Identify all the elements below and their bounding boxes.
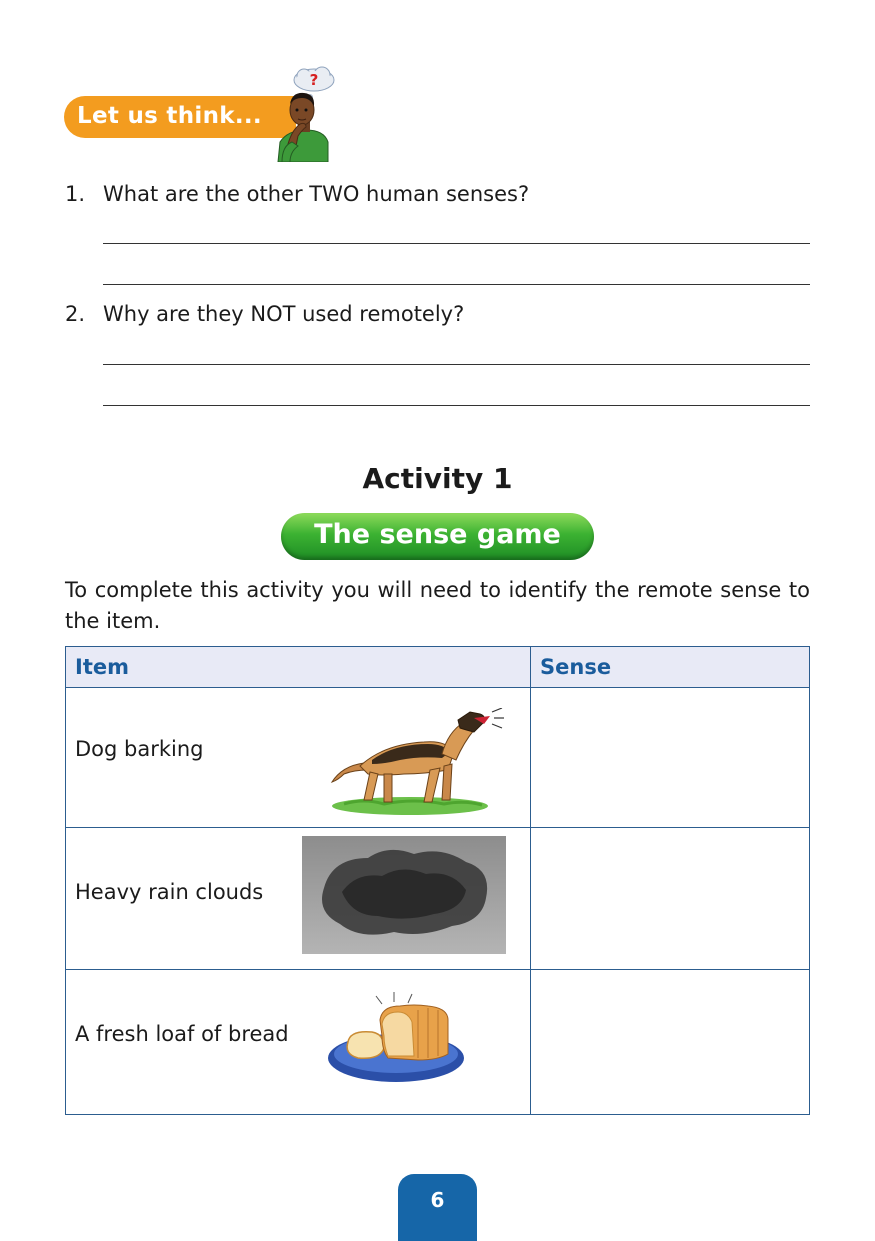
activity-instructions: To complete this activity you will need to identify the remote sense to the item. bbox=[65, 578, 810, 633]
item-cell bbox=[66, 970, 531, 1115]
page-number: 6 bbox=[430, 1188, 445, 1212]
question-text: What are the other TWO human senses? bbox=[103, 182, 530, 206]
sense-answer-cell[interactable] bbox=[531, 828, 810, 970]
activity-subtitle: The sense game bbox=[314, 519, 561, 550]
sense-answer-cell[interactable] bbox=[531, 970, 810, 1115]
activity-title: Activity 1 bbox=[362, 462, 513, 495]
column-header-item: Item bbox=[66, 647, 531, 688]
item-label: Dog barking bbox=[75, 737, 204, 761]
thinking-boy-icon bbox=[268, 64, 344, 162]
answer-line[interactable] bbox=[103, 364, 810, 365]
table-header-row bbox=[66, 647, 810, 688]
table-row bbox=[66, 688, 810, 828]
answer-line[interactable] bbox=[103, 243, 810, 244]
sense-table bbox=[65, 646, 810, 1115]
rain-cloud-icon bbox=[302, 836, 506, 954]
table-row bbox=[66, 828, 810, 970]
column-header-sense: Sense bbox=[531, 647, 810, 688]
let-us-think-label: Let us think... bbox=[77, 103, 262, 129]
activity-subtitle-pill bbox=[281, 513, 594, 560]
question-number: 1. bbox=[65, 182, 86, 206]
bread-loaf-icon bbox=[328, 990, 468, 1084]
question-number: 2. bbox=[65, 302, 86, 326]
table-row bbox=[66, 970, 810, 1115]
question-text: Why are they NOT used remotely? bbox=[103, 302, 465, 326]
page-number-tab bbox=[398, 1174, 477, 1241]
answer-line[interactable] bbox=[103, 405, 810, 406]
item-label: A fresh loaf of bread bbox=[75, 1022, 289, 1046]
item-cell bbox=[66, 688, 531, 828]
item-label: Heavy rain clouds bbox=[75, 880, 264, 904]
sense-answer-cell[interactable] bbox=[531, 688, 810, 828]
barking-dog-icon bbox=[324, 708, 504, 820]
answer-line[interactable] bbox=[103, 284, 810, 285]
question-mark-glyph: ? bbox=[309, 71, 319, 89]
item-cell bbox=[66, 828, 531, 970]
question-2 bbox=[65, 302, 464, 326]
question-1 bbox=[65, 182, 529, 206]
let-us-think-banner bbox=[64, 96, 296, 138]
